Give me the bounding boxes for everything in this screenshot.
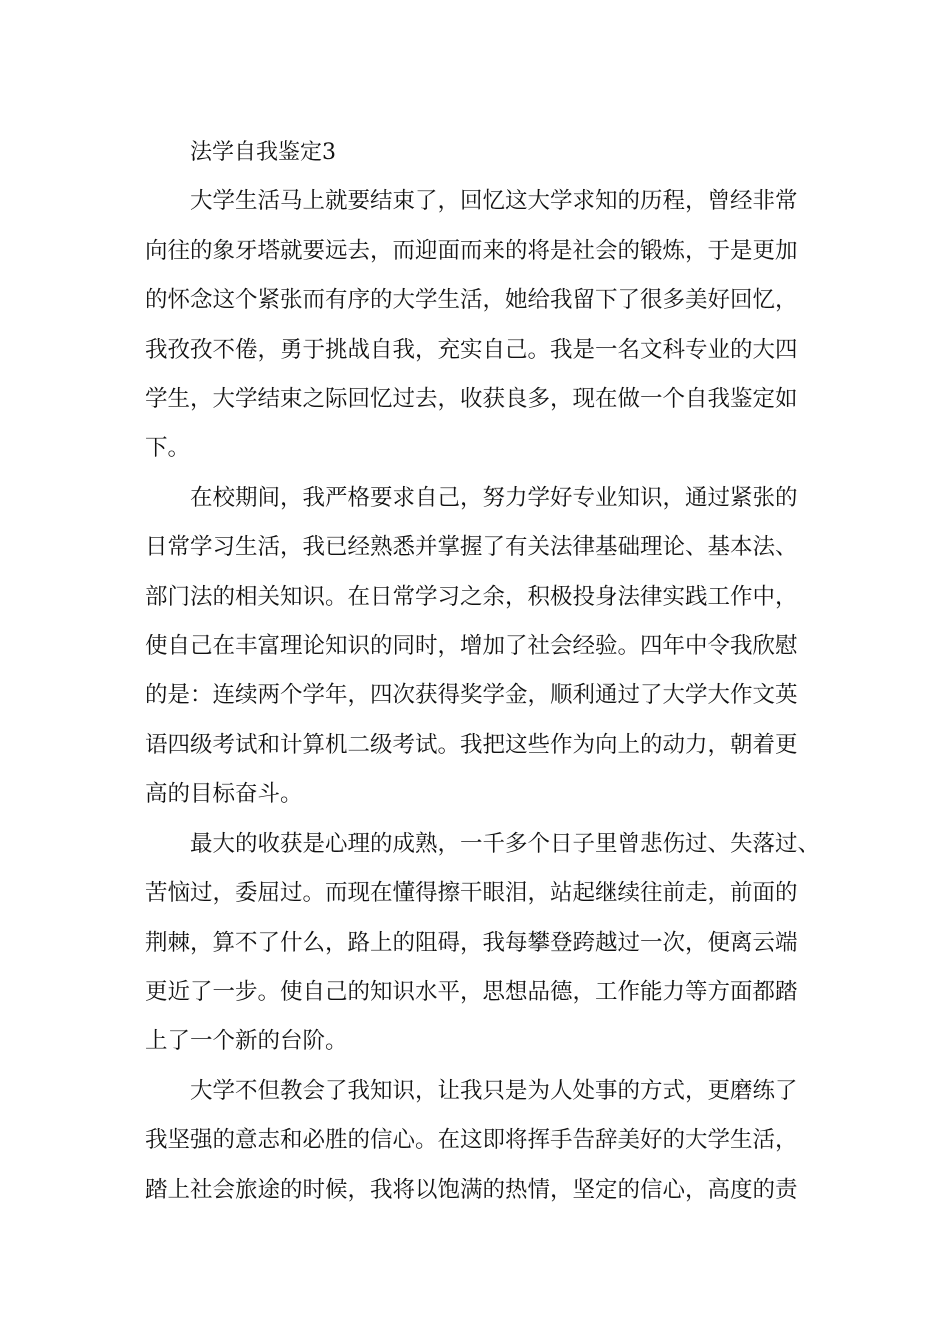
- paragraph-line: 在校期间，我严格要求自己，努力学好专业知识，通过紧张的: [190, 484, 798, 511]
- paragraph-1: [145, 177, 815, 473]
- paragraph-line: 使自己在丰富理论知识的同时，增加了社会经验。四年中令我欣慰: [145, 633, 798, 660]
- paragraph-line: 大学不但教会了我知识，让我只是为人处事的方式，更磨练了: [190, 1077, 798, 1104]
- paragraph-line: 我孜孜不倦，勇于挑战自我，充实自己。我是一名文科专业的大四: [145, 336, 798, 363]
- paragraph-line: 更近了一步。使自己的知识水平，思想品德，工作能力等方面都踏: [145, 978, 798, 1005]
- document-body: [145, 128, 821, 1215]
- paragraph-line: 向往的象牙塔就要远去，而迎面而来的将是社会的锻炼，于是更加: [145, 237, 798, 264]
- paragraph-2: [145, 474, 815, 820]
- paragraph-line: 日常学习生活，我已经熟悉并掌握了有关法律基础理论、基本法、: [145, 534, 798, 561]
- paragraph-3: [145, 820, 821, 1067]
- paragraph-line: 部门法的相关知识。在日常学习之余，积极投身法律实践工作中，: [145, 583, 798, 610]
- paragraph-line: 踏上社会旅途的时候，我将以饱满的热情，坚定的信心，高度的责: [145, 1176, 798, 1203]
- paragraph-line: 上了一个新的台阶。: [145, 1028, 348, 1055]
- paragraph-line: 苦恼过，委屈过。而现在懂得擦干眼泪，站起继续往前走，前面的: [145, 880, 798, 907]
- paragraph-line: 荆棘，算不了什么，路上的阻碍，我每攀登跨越过一次，便离云端: [145, 929, 798, 956]
- paragraph-4: [145, 1067, 815, 1215]
- paragraph-line: 下。: [145, 435, 191, 462]
- paragraph-line: 我坚强的意志和必胜的信心。在这即将挥手告辞美好的大学生活，: [145, 1127, 798, 1154]
- paragraph-line: 最大的收获是心理的成熟，一千多个日子里曾悲伤过、失落过、: [190, 830, 821, 857]
- paragraph-line: 语四级考试和计算机二级考试。我把这些作为向上的动力，朝着更: [145, 731, 798, 758]
- paragraph-line: 高的目标奋斗。: [145, 781, 303, 808]
- paragraph-line: 的是：连续两个学年，四次获得奖学金，顺利通过了大学大作文英: [145, 682, 798, 709]
- document-title: 法学自我鉴定3: [190, 140, 336, 165]
- paragraph-line: 的怀念这个紧张而有序的大学生活，她给我留下了很多美好回忆，: [145, 287, 798, 314]
- paragraph-line: 大学生活马上就要结束了，回忆这大学求知的历程，曾经非常: [190, 188, 798, 215]
- paragraph-line: 学生，大学结束之际回忆过去，收获良多，现在做一个自我鉴定如: [145, 386, 798, 413]
